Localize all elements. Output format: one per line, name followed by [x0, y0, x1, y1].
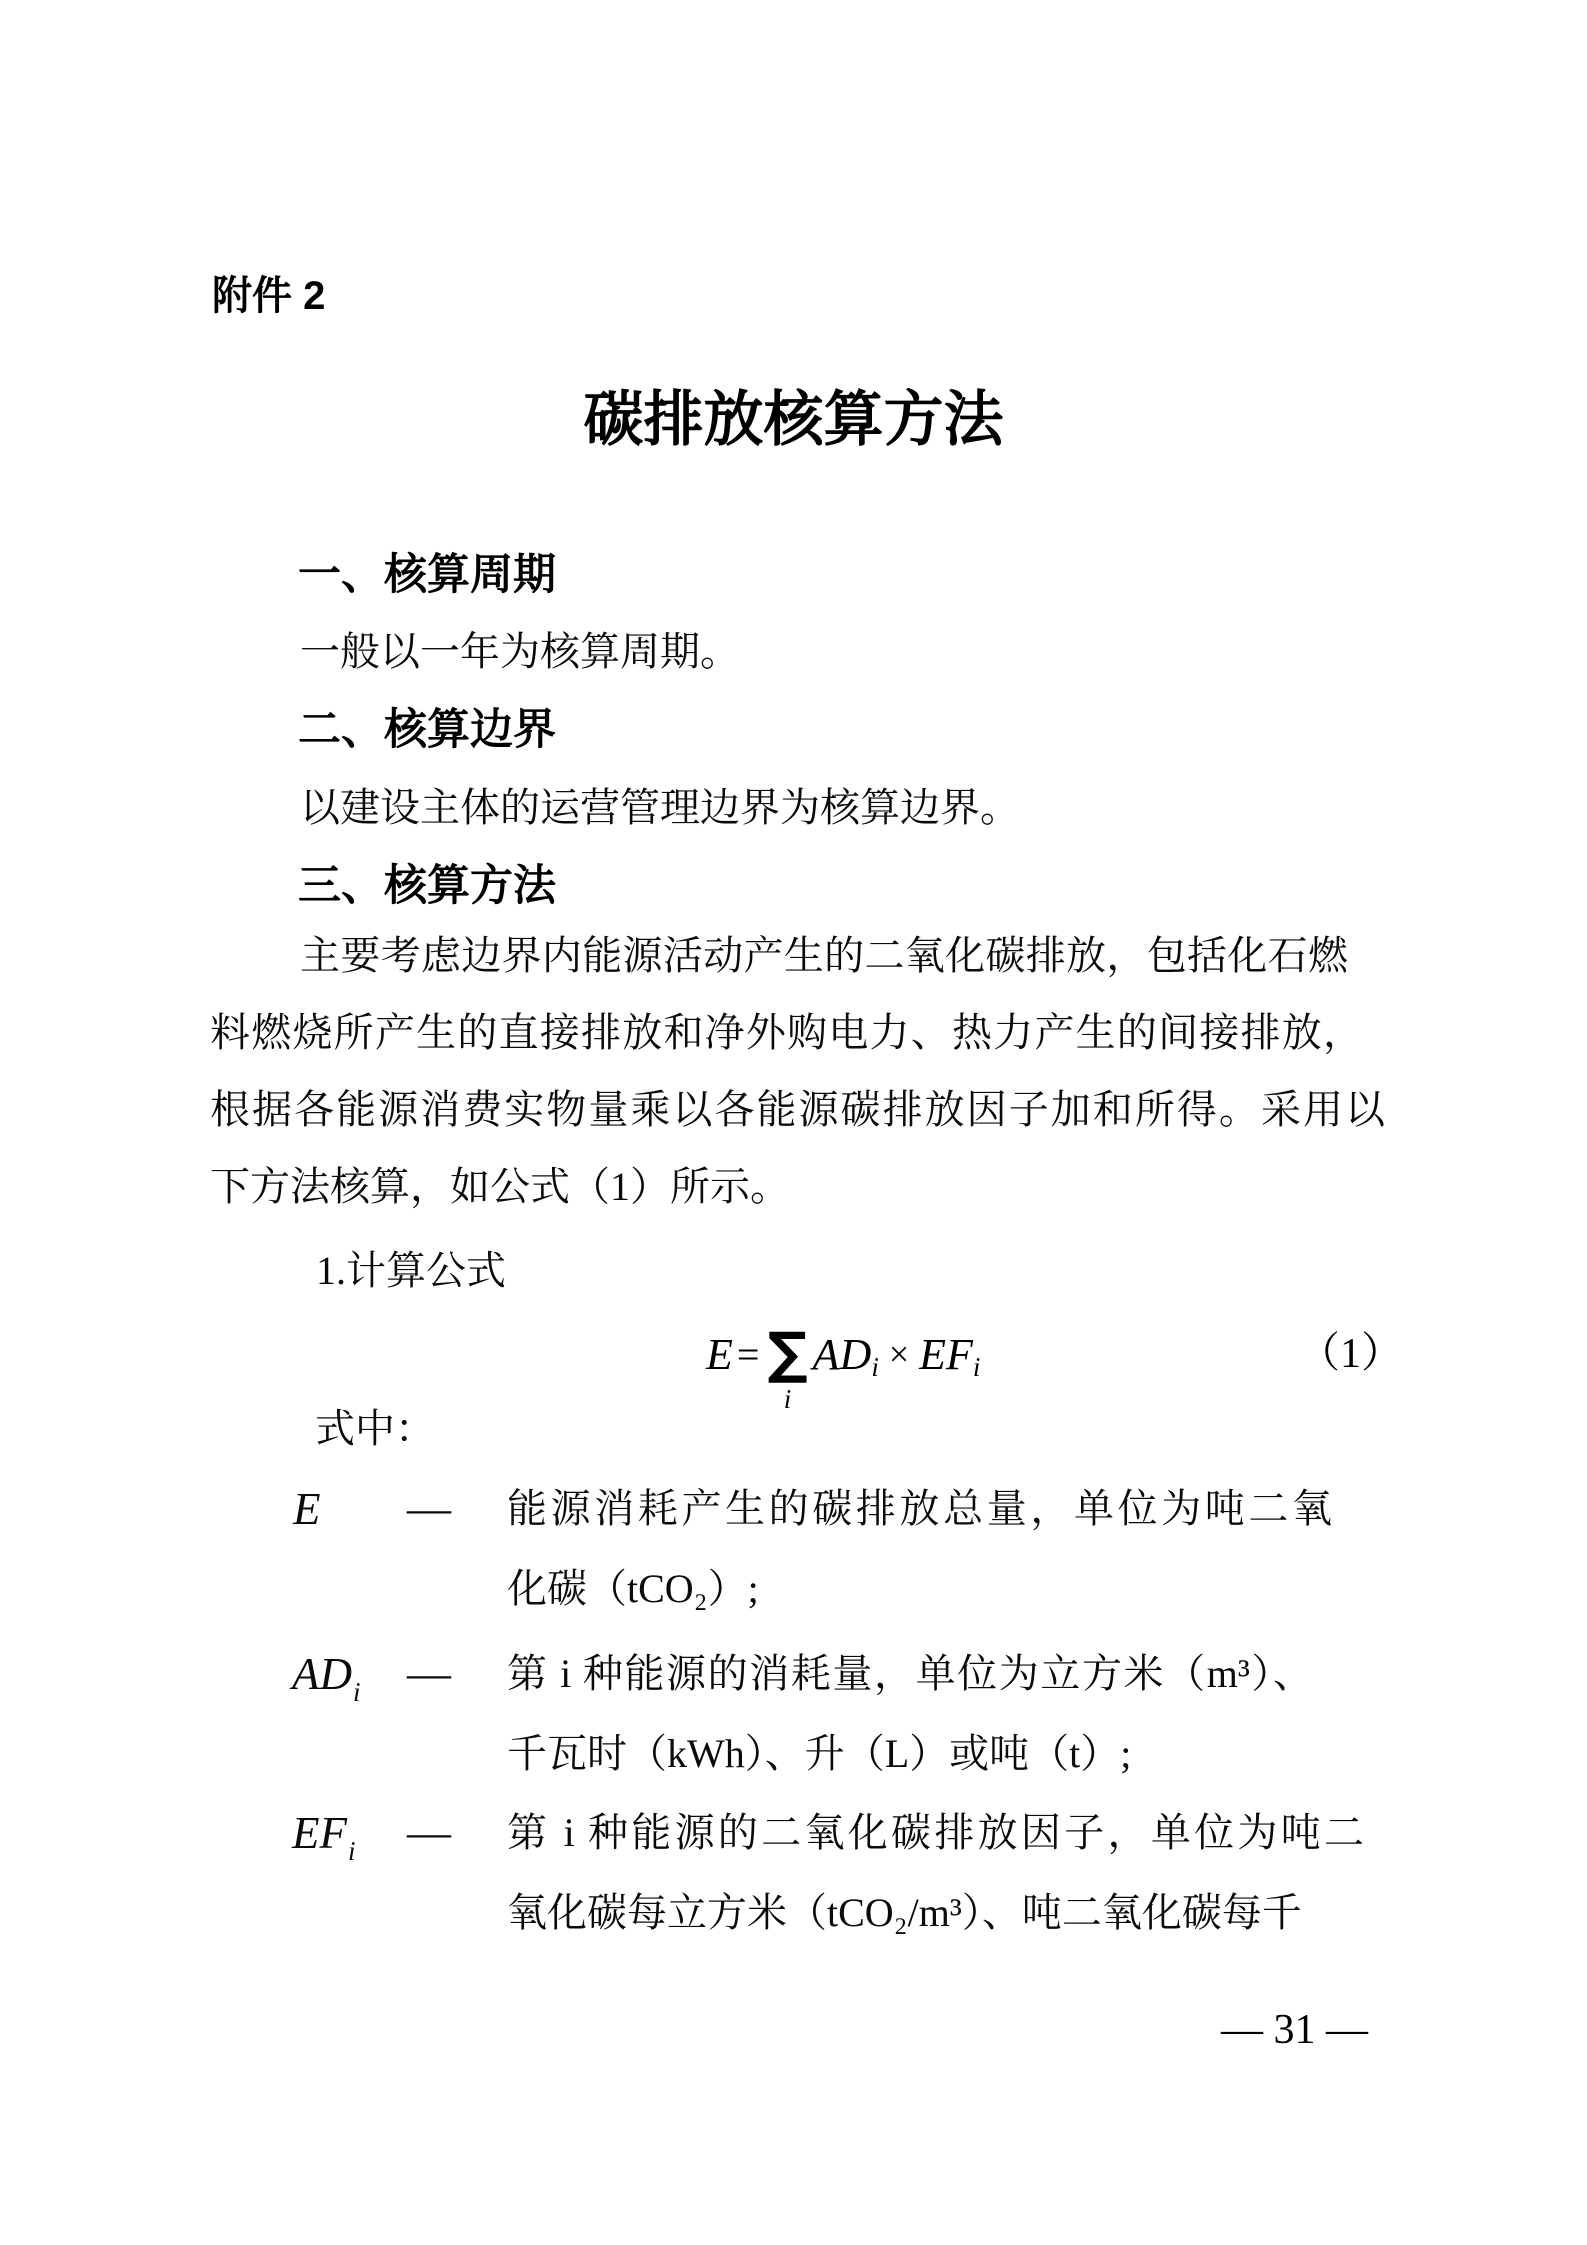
- paragraph-line: 下方法核算，如公式（1）所示。: [210, 1164, 790, 1209]
- paragraph-line: 根据各能源消费实物量乘以各能源碳排放因子加和所得。采用以: [210, 1087, 1385, 1132]
- attachment-label: 附件 2: [212, 274, 326, 318]
- page-number: — 31 —: [1221, 2007, 1368, 2053]
- term-symbol: EF: [292, 1808, 347, 1858]
- section-2-heading: 二、核算边界: [298, 706, 556, 754]
- definition-line: 第 i 种能源的消耗量，单位为立方米（m³）、: [507, 1651, 1313, 1696]
- definition-term-EF: [292, 1793, 355, 1879]
- section-1-heading: 一、核算周期: [298, 551, 556, 599]
- section-3-heading: 三、核算方法: [298, 862, 556, 910]
- sigma-symbol: ∑: [767, 1321, 808, 1386]
- paragraph-line: 主要考虑边界内能源活动产生的二氧化碳排放，包括化石燃: [300, 933, 1348, 978]
- formula-term2-sub: i: [972, 1351, 981, 1382]
- doc-title: 碳排放核算方法: [583, 387, 1004, 453]
- definition-dash: —: [407, 1649, 451, 1698]
- term-symbol: AD: [292, 1649, 352, 1699]
- definition-desc-E: [507, 1469, 1367, 1629]
- section-1-body: 一般以一年为核算周期。: [300, 629, 740, 674]
- formula-term1-sub: i: [871, 1351, 879, 1382]
- definition-term-AD: [292, 1634, 360, 1720]
- definition-dash: —: [407, 1484, 451, 1533]
- definition-term-E: [293, 1469, 321, 1555]
- formula-term1: AD: [812, 1329, 872, 1379]
- definition-line: 氧化碳每立方米（tCO₂/m³）、吨二氧化碳每千: [507, 1890, 1302, 1935]
- formula-lhs: E: [706, 1329, 733, 1379]
- definition-line: 第 i 种能源的二氧化碳排放因子，单位为吨二: [507, 1810, 1364, 1855]
- sigma-index: i: [783, 1384, 792, 1414]
- definition-desc-AD: [507, 1634, 1367, 1794]
- paragraph-line: 料燃烧所产生的直接排放和净外购电力、热力产生的间接排放，: [210, 1010, 1363, 1055]
- section-2-body: 以建设主体的运营管理边界为核算边界。: [300, 785, 1020, 830]
- multiply-sign: ×: [888, 1334, 910, 1374]
- definition-desc-EF: [507, 1793, 1367, 1953]
- formula-number: （1）: [1298, 1331, 1404, 1377]
- formula-term2: EF: [919, 1329, 973, 1379]
- definition-dash: —: [407, 1808, 451, 1857]
- term-symbol: E: [293, 1484, 321, 1534]
- emission-formula: [706, 1312, 981, 1414]
- where-label: 式中：: [315, 1406, 435, 1451]
- term-subscript: i: [347, 1836, 356, 1866]
- summation: [767, 1321, 808, 1414]
- equals-sign: =: [736, 1331, 760, 1377]
- definition-line: 化碳（tCO₂）;: [507, 1566, 759, 1611]
- subheading-calc-formula: 1.计算公式: [316, 1248, 506, 1293]
- definition-line: 千瓦时（kWh）、升（L）或吨（t）;: [507, 1731, 1132, 1776]
- definition-line: 能源消耗产生的碳排放总量，单位为吨二氧: [507, 1486, 1332, 1531]
- term-subscript: i: [353, 1677, 361, 1707]
